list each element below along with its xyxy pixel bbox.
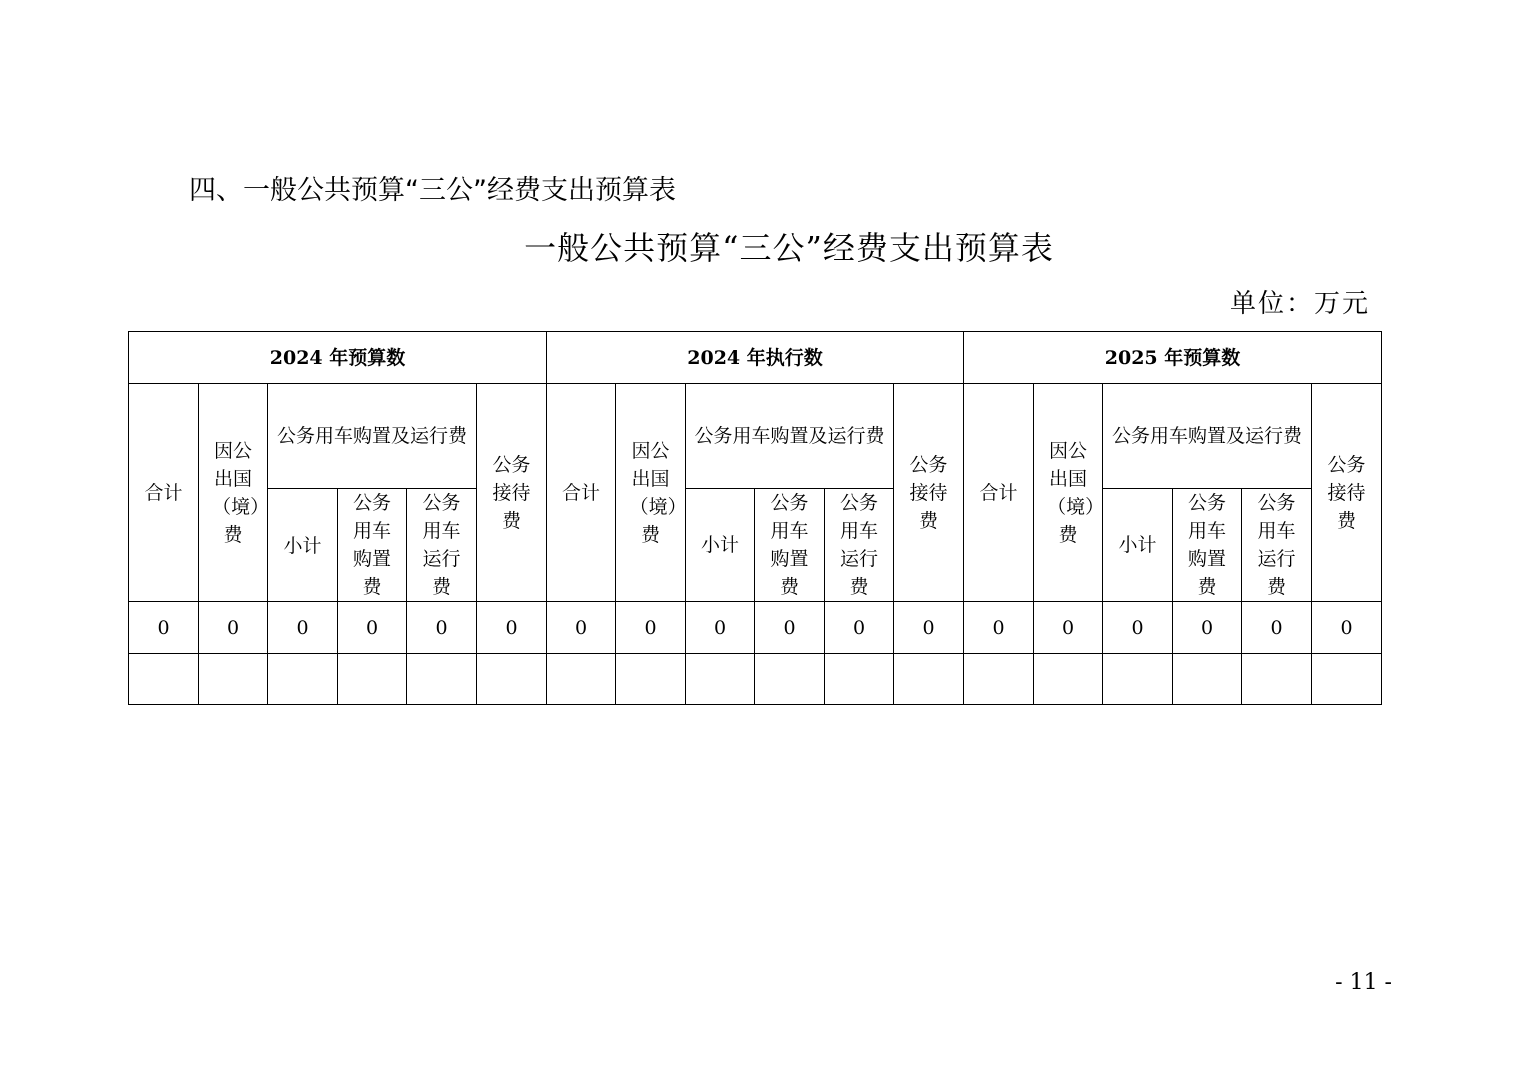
header-operation-label: 公务用车运行费 bbox=[1257, 492, 1296, 598]
empty-cell bbox=[894, 654, 964, 705]
header-operation bbox=[825, 489, 894, 602]
value-cell: 0 bbox=[129, 602, 199, 654]
header-reception-label: 公务接待费 bbox=[492, 453, 531, 532]
empty-cell bbox=[407, 654, 477, 705]
header-purchase-label: 公务用车购置费 bbox=[770, 492, 809, 598]
empty-cell bbox=[616, 654, 686, 705]
header-subtotal: 小计 bbox=[268, 489, 338, 602]
header-total: 合计 bbox=[129, 384, 199, 602]
empty-cell bbox=[825, 654, 894, 705]
header-operation-label: 公务用车运行费 bbox=[422, 492, 461, 598]
header-purchase-label: 公务用车购置费 bbox=[1187, 492, 1226, 598]
value-cell: 0 bbox=[825, 602, 894, 654]
value-cell: 0 bbox=[268, 602, 338, 654]
value-cell: 0 bbox=[1242, 602, 1312, 654]
empty-cell bbox=[199, 654, 268, 705]
header-operation-label: 公务用车运行费 bbox=[839, 492, 878, 598]
empty-cell bbox=[1312, 654, 1382, 705]
value-cell: 0 bbox=[338, 602, 407, 654]
header-operation bbox=[407, 489, 477, 602]
header-purchase bbox=[338, 489, 407, 602]
header-vehicle-label: 公务用车购置及运行费 bbox=[694, 425, 885, 447]
empty-cell bbox=[338, 654, 407, 705]
year-header-row bbox=[129, 332, 1382, 384]
header-total: 合计 bbox=[964, 384, 1034, 602]
page-number: - 11 - bbox=[1335, 970, 1392, 995]
header-overseas bbox=[616, 384, 686, 602]
empty-cell bbox=[129, 654, 199, 705]
value-cell: 0 bbox=[894, 602, 964, 654]
value-cell: 0 bbox=[755, 602, 825, 654]
empty-row bbox=[129, 654, 1382, 705]
empty-cell bbox=[1034, 654, 1103, 705]
header-overseas-label: 因公出国（境）费 bbox=[1047, 439, 1105, 546]
category-header-row bbox=[129, 384, 1382, 489]
year-header-2024-budget: 2024 年预算数 bbox=[129, 332, 547, 384]
subcategory-header-row bbox=[129, 489, 1382, 602]
unit-label: 单位：万元 bbox=[1229, 289, 1370, 319]
header-reception bbox=[477, 384, 547, 602]
header-reception-label: 公务接待费 bbox=[909, 453, 948, 532]
header-subtotal: 小计 bbox=[1103, 489, 1173, 602]
header-purchase-label: 公务用车购置费 bbox=[352, 492, 391, 598]
empty-cell bbox=[477, 654, 547, 705]
header-vehicle-label: 公务用车购置及运行费 bbox=[276, 425, 467, 447]
header-overseas-label: 因公出国（境）费 bbox=[212, 439, 270, 546]
header-total: 合计 bbox=[547, 384, 616, 602]
value-cell: 0 bbox=[1173, 602, 1242, 654]
header-purchase bbox=[1173, 489, 1242, 602]
empty-cell bbox=[547, 654, 616, 705]
header-reception bbox=[1312, 384, 1382, 602]
budget-table bbox=[128, 331, 1382, 705]
year-header-2024-actual: 2024 年执行数 bbox=[547, 332, 964, 384]
header-reception bbox=[894, 384, 964, 602]
table-row bbox=[129, 602, 1382, 654]
header-vehicle-label: 公务用车购置及运行费 bbox=[1111, 425, 1302, 447]
empty-cell bbox=[964, 654, 1034, 705]
empty-cell bbox=[686, 654, 755, 705]
empty-cell bbox=[755, 654, 825, 705]
value-cell: 0 bbox=[964, 602, 1034, 654]
section-heading: 四、一般公共预算“三公”经费支出预算表 bbox=[189, 175, 676, 206]
header-subtotal: 小计 bbox=[686, 489, 755, 602]
header-operation bbox=[1242, 489, 1312, 602]
header-reception-label: 公务接待费 bbox=[1327, 453, 1366, 532]
header-vehicle bbox=[1103, 384, 1312, 489]
header-purchase bbox=[755, 489, 825, 602]
year-header-2025-budget: 2025 年预算数 bbox=[964, 332, 1382, 384]
empty-cell bbox=[1242, 654, 1312, 705]
header-overseas-label: 因公出国（境）费 bbox=[629, 439, 687, 546]
empty-cell bbox=[268, 654, 338, 705]
empty-cell bbox=[1103, 654, 1173, 705]
header-overseas bbox=[199, 384, 268, 602]
header-vehicle bbox=[686, 384, 894, 489]
empty-cell bbox=[1173, 654, 1242, 705]
value-cell: 0 bbox=[547, 602, 616, 654]
value-cell: 0 bbox=[407, 602, 477, 654]
value-cell: 0 bbox=[199, 602, 268, 654]
value-cell: 0 bbox=[616, 602, 686, 654]
value-cell: 0 bbox=[686, 602, 755, 654]
header-vehicle bbox=[268, 384, 477, 489]
value-cell: 0 bbox=[1312, 602, 1382, 654]
value-cell: 0 bbox=[1034, 602, 1103, 654]
table-title: 一般公共预算“三公”经费支出预算表 bbox=[524, 229, 1054, 267]
header-overseas bbox=[1034, 384, 1103, 602]
value-cell: 0 bbox=[477, 602, 547, 654]
value-cell: 0 bbox=[1103, 602, 1173, 654]
